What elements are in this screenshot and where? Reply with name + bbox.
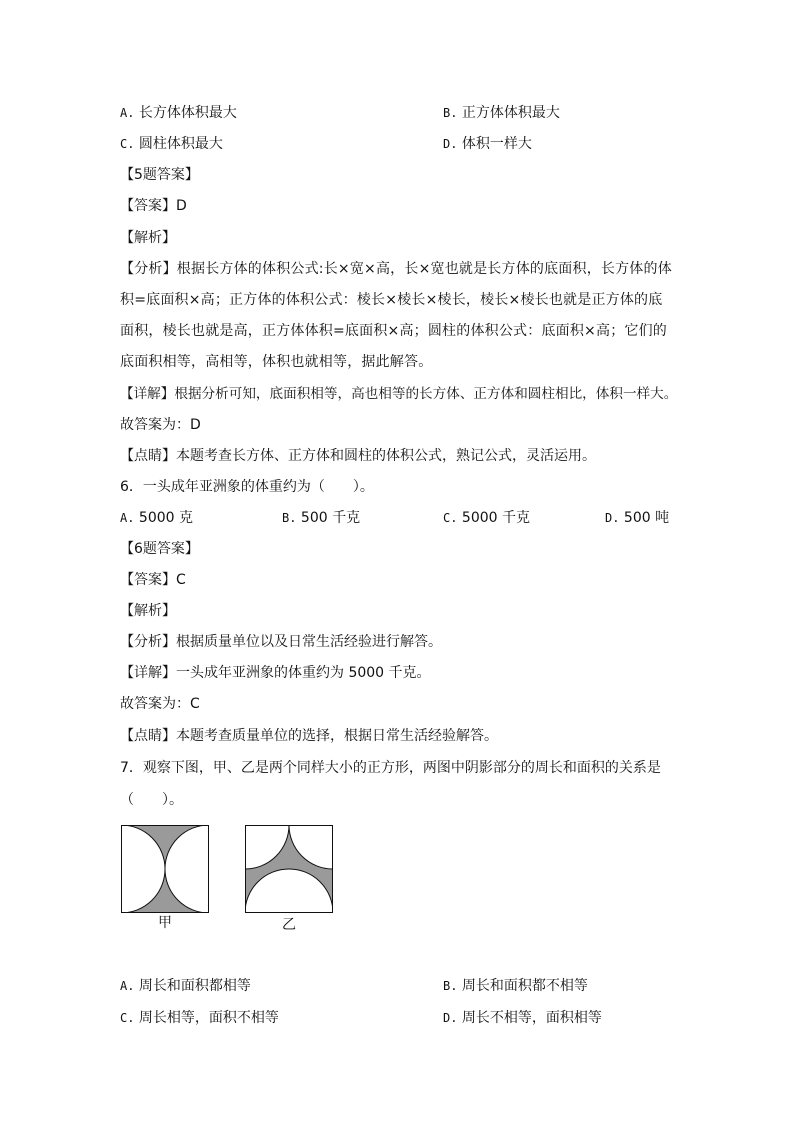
- figure-label-yi: 乙: [282, 917, 296, 933]
- option-text: 5000 克: [138, 510, 193, 526]
- q6-analysis-header: 【解析】: [120, 603, 176, 619]
- q6-option-c: [443, 508, 530, 528]
- q7-question-line2: （ ）。: [120, 792, 183, 808]
- q5-dianjing: 【点睛】本题考查长方体、正方体和圆柱的体积公式，熟记公式，灵活运用。: [120, 448, 596, 464]
- option-letter: D.: [605, 511, 620, 525]
- option-text: 周长和面积都不相等: [461, 978, 588, 994]
- q7-option-a: [120, 976, 251, 996]
- q5-answer: 【答案】D: [120, 198, 187, 214]
- q7-option-d: [443, 1008, 602, 1028]
- q7-question-line1: 7．观察下图，甲、乙是两个同样大小的正方形，两图中阴影部分的周长和面积的关系是: [120, 760, 661, 776]
- q6-final: 故答案为：C: [120, 696, 200, 712]
- option-letter: B.: [443, 979, 458, 993]
- q5-answer-header: 【5题答案】: [120, 167, 199, 183]
- option-text: 圆柱体积最大: [138, 136, 223, 152]
- q5-option-b: [443, 103, 560, 123]
- q5-fenxi: 【分析】根据长方体的体积公式:长×宽×高，长×宽也就是长方体的底面积，长方体的体积=底面积×高；正方体的体积公式：棱长×棱长×棱长，棱长×棱长也就是正方体的底面积，棱长也就是高，正方体体积=底面积×高；圆柱的体积公式：底面积×高；它们的底面积相等，高相等，体积也就相等，据此解答。: [120, 261, 672, 370]
- option-letter: A.: [120, 511, 135, 525]
- q5-xiangjie: 【详解】根据分析可知，底面积相等，高也相等的长方体、正方体和圆柱相比，体积一样大。: [120, 386, 678, 402]
- option-letter: D.: [443, 1011, 458, 1025]
- q6-dianjing: 【点睛】本题考查质量单位的选择，根据日常生活经验解答。: [120, 728, 498, 744]
- option-text: 周长相等，面积不相等: [138, 1010, 279, 1026]
- figure-yi: [245, 825, 333, 913]
- q6-question: 6．一头成年亚洲象的体重约为（ ）。: [120, 479, 374, 495]
- option-letter: B.: [443, 106, 458, 120]
- figure-label-jia: 甲: [158, 915, 172, 931]
- q5-analysis-header: 【解析】: [120, 230, 176, 246]
- q6-answer: 【答案】C: [120, 572, 186, 588]
- option-letter: C.: [120, 137, 135, 151]
- q7-option-c: [120, 1008, 279, 1028]
- q6-option-d: [605, 508, 669, 528]
- q7-option-b: [443, 976, 588, 996]
- option-letter: C.: [443, 511, 458, 525]
- q6-option-a: [120, 508, 193, 528]
- option-letter: A.: [120, 106, 135, 120]
- option-text: 周长不相等，面积相等: [461, 1010, 602, 1026]
- figure-jia: [121, 825, 209, 913]
- option-letter: B.: [282, 511, 297, 525]
- option-text: 500 千克: [300, 510, 361, 526]
- option-letter: C.: [120, 1011, 135, 1025]
- q6-option-b: [282, 508, 360, 528]
- option-text: 体积一样大: [461, 136, 532, 152]
- option-text: 周长和面积都相等: [138, 978, 251, 994]
- option-text: 500 吨: [623, 510, 670, 526]
- option-text: 长方体体积最大: [138, 105, 237, 121]
- option-letter: A.: [120, 979, 135, 993]
- option-text: 正方体体积最大: [461, 105, 560, 121]
- q5-option-c: [120, 134, 223, 154]
- q5-final: 故答案为：D: [120, 417, 201, 433]
- q6-answer-header: 【6题答案】: [120, 541, 199, 557]
- q6-xiangjie: 【详解】一头成年亚洲象的体重约为 5000 千克。: [120, 665, 431, 681]
- q5-option-d: [443, 134, 532, 154]
- option-text: 5000 千克: [461, 510, 530, 526]
- q5-option-a: [120, 103, 237, 123]
- q6-fenxi: 【分析】根据质量单位以及日常生活经验进行解答。: [120, 634, 442, 650]
- option-letter: D.: [443, 137, 458, 151]
